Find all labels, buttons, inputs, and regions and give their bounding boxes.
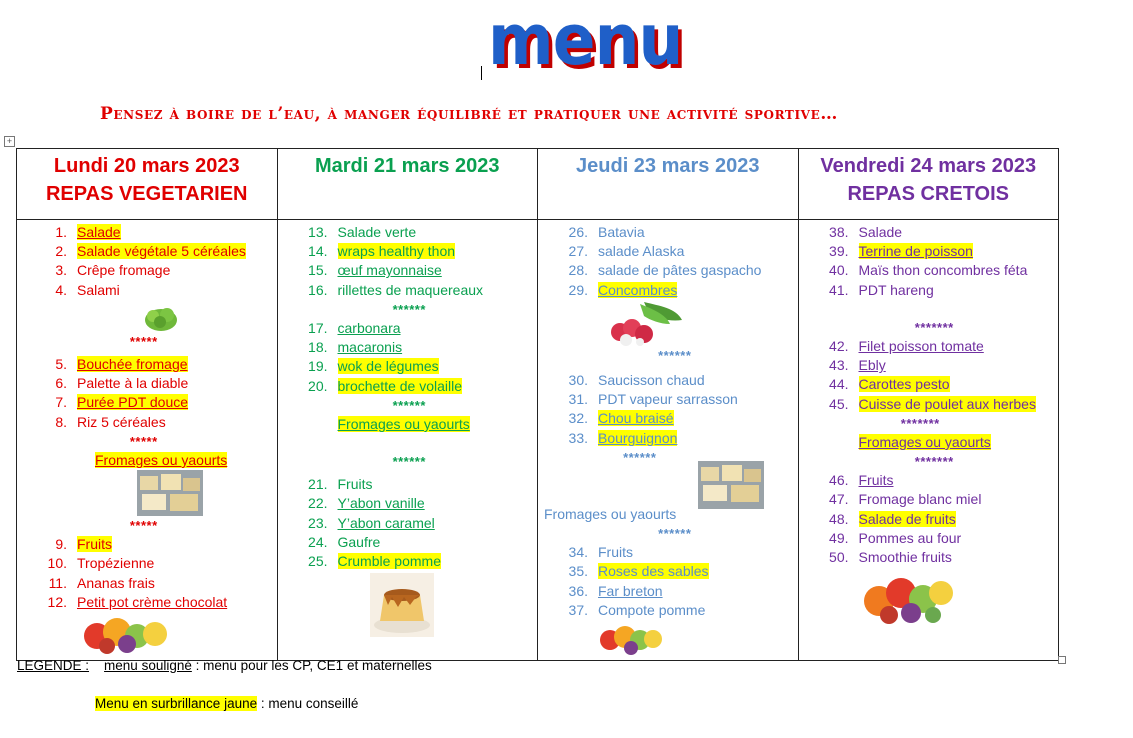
cheese-option: Fromages ou yaourts	[337, 415, 470, 432]
item-number: 3.	[55, 262, 67, 279]
menu-item	[562, 429, 798, 448]
item-number: 33.	[568, 429, 588, 446]
menu-item	[562, 223, 798, 242]
item-number: 22.	[308, 495, 328, 512]
item-number: 48.	[829, 510, 849, 527]
day-header-friday	[798, 149, 1059, 220]
item-number: 44.	[829, 376, 849, 393]
slogan: Pensez à boire de l’eau, à manger équilibré et pratiquer une activité sportive…	[100, 104, 838, 124]
item-label: Pommes au four	[858, 529, 962, 546]
menu-item	[302, 261, 538, 280]
menu-item	[823, 529, 1059, 548]
menu-item	[823, 490, 1059, 509]
item-label: Palette à la diable	[77, 375, 189, 392]
item-number: 10.	[47, 555, 67, 572]
menu-item	[41, 374, 277, 393]
cheese-option: Fromages ou yaourts	[95, 451, 228, 468]
separator: ******	[392, 397, 426, 413]
item-number: 47.	[829, 491, 849, 508]
item-number: 29.	[568, 281, 588, 298]
separator: ******	[623, 449, 657, 465]
item-label: Concombres	[598, 281, 678, 298]
item-label: Petit pot crème chocolat	[77, 593, 228, 610]
item-number: 49.	[829, 529, 849, 546]
item-number: 14.	[308, 243, 328, 260]
item-label: Purée PDT douce	[77, 394, 189, 411]
item-label: Maïs thon concombres féta	[858, 262, 1028, 279]
item-label: Bourguignon	[598, 429, 678, 446]
item-label: Roses des sables	[598, 563, 709, 580]
item-label: Fruits	[858, 472, 894, 489]
item-label: Bouchée fromage	[77, 355, 188, 372]
menu-item	[41, 593, 277, 612]
item-label: salade Alaska	[598, 243, 685, 260]
menu-item	[562, 390, 798, 409]
item-label: Crumble pomme	[337, 553, 441, 569]
item-number: 15.	[308, 262, 328, 279]
item-number: 25.	[308, 553, 328, 569]
item-label: rillettes de maquereaux	[337, 281, 484, 298]
item-label: PDT vapeur sarrasson	[598, 391, 738, 408]
item-label: Carottes pesto	[858, 376, 950, 393]
item-label: macaronis	[337, 339, 403, 356]
day-label: Jeudi 23 mars 2023	[576, 155, 760, 177]
menu-item	[562, 409, 798, 428]
menu-item	[823, 510, 1059, 529]
menu-item	[562, 281, 798, 300]
cheese-option: Fromages ou yaourts	[858, 433, 991, 450]
day-header-tuesday	[277, 149, 538, 220]
fruit-basket-image	[861, 571, 957, 625]
item-number: 23.	[308, 514, 328, 531]
item-number: 37.	[568, 601, 588, 618]
item-label: Ananas frais	[77, 574, 155, 591]
item-label: wraps healthy thon	[337, 243, 456, 260]
menu-item	[41, 242, 277, 261]
item-number: 18.	[308, 339, 328, 356]
day-subtitle: REPAS CRETOIS	[847, 183, 1009, 205]
menu-item	[302, 357, 538, 376]
item-label: wok de légumes	[337, 358, 439, 375]
separator: *****	[129, 333, 158, 349]
menu-item	[302, 281, 538, 300]
item-label: Fruits	[337, 476, 373, 493]
item-number: 9.	[55, 536, 67, 553]
legend-underline-sample: menu souligné	[104, 658, 192, 673]
item-label: Filet poisson tomate	[858, 337, 984, 354]
item-number: 12.	[47, 593, 67, 610]
item-label: Fruits	[77, 536, 112, 553]
menu-item	[562, 601, 798, 620]
menu-item	[823, 395, 1059, 414]
separator: ******	[658, 526, 692, 542]
menu-col-friday	[798, 220, 1059, 661]
item-number: 34.	[568, 544, 588, 561]
item-label: Ebly	[858, 357, 886, 374]
menu-item	[823, 261, 1059, 280]
menu-item	[41, 535, 277, 554]
menu-item	[562, 261, 798, 280]
menu-table	[16, 148, 1059, 661]
item-number: 20.	[308, 377, 328, 394]
legend-highlight-sample: Menu en surbrillance jaune	[95, 696, 258, 711]
day-label: Mardi 21 mars 2023	[314, 155, 500, 177]
menu-item	[823, 281, 1059, 300]
item-label: Smoothie fruits	[858, 549, 952, 565]
legend-line-1	[17, 658, 432, 673]
separator: *****	[129, 433, 158, 449]
item-number: 42.	[829, 337, 849, 354]
item-number: 38.	[829, 224, 849, 240]
day-header-monday	[17, 149, 278, 220]
menu-item	[823, 356, 1059, 375]
day-label: Lundi 20 mars 2023	[53, 155, 240, 177]
item-number: 41.	[829, 281, 849, 298]
item-number: 46.	[829, 472, 849, 489]
item-number: 16.	[308, 281, 328, 298]
item-label: Salade végétale 5 céréales	[77, 243, 246, 260]
item-number: 6.	[55, 375, 67, 392]
item-number: 27.	[568, 243, 588, 260]
cheese-image	[137, 470, 203, 516]
item-number: 43.	[829, 357, 849, 374]
menu-item	[562, 371, 798, 390]
item-number: 13.	[308, 224, 328, 240]
legend-highlight-desc: : menu conseillé	[257, 696, 359, 711]
menu-item	[823, 242, 1059, 261]
menu-col-thursday	[538, 220, 799, 661]
item-label: Riz 5 céréales	[77, 413, 166, 430]
menu-item	[562, 582, 798, 601]
item-number: 17.	[308, 319, 328, 336]
item-label: Fruits	[598, 544, 633, 561]
item-number: 21.	[308, 476, 328, 493]
cheese-image	[698, 461, 764, 509]
item-label: brochette de volaille	[337, 377, 463, 394]
table-resize-handle[interactable]	[1058, 656, 1066, 664]
menu-item	[302, 494, 538, 513]
menu-item	[302, 533, 538, 552]
separator: ******	[392, 454, 426, 470]
day-header-thursday	[538, 149, 799, 220]
separator: ******	[658, 347, 692, 363]
item-label: œuf mayonnaise	[337, 262, 442, 279]
menu-item	[562, 543, 798, 562]
legend-underline-desc: : menu pour les CP, CE1 et maternelles	[191, 658, 432, 673]
menu-item	[823, 471, 1059, 490]
item-number: 2.	[55, 243, 67, 260]
legend-line-2	[95, 696, 358, 711]
item-number: 26.	[568, 224, 588, 240]
menu-item	[562, 242, 798, 261]
item-label: Saucisson chaud	[598, 371, 705, 388]
item-label: Compote pomme	[598, 601, 706, 618]
item-number: 24.	[308, 533, 328, 550]
item-number: 36.	[568, 582, 588, 599]
separator: *******	[914, 454, 954, 470]
item-label: carbonara	[337, 319, 401, 336]
menu-item	[302, 223, 538, 242]
salad-image	[143, 304, 179, 332]
menu-item	[41, 355, 277, 374]
menu-item	[823, 223, 1059, 242]
item-number: 40.	[829, 262, 849, 279]
item-number: 39.	[829, 243, 849, 260]
menu-col-monday	[17, 220, 278, 661]
header-row	[17, 149, 1059, 220]
item-label: Y’abon vanille	[337, 495, 425, 512]
item-label: Salade	[77, 224, 121, 240]
item-number: 11.	[48, 574, 67, 591]
menu-item	[41, 554, 277, 573]
item-label: Salade	[858, 224, 903, 240]
menu-item	[823, 337, 1059, 356]
item-number: 50.	[829, 549, 849, 565]
menu-item	[302, 242, 538, 261]
item-label: Batavia	[598, 224, 645, 240]
separator: *******	[900, 415, 940, 431]
item-number: 5.	[55, 355, 67, 372]
menu-item	[302, 514, 538, 533]
item-label: salade de pâtes gaspacho	[598, 262, 762, 279]
legend-label: LEGENDE :	[17, 658, 90, 673]
menu-item	[302, 475, 538, 494]
fruit-basket-image	[598, 622, 662, 656]
menu-item	[41, 413, 277, 432]
radish-image	[610, 302, 682, 346]
item-label: Cuisse de poulet aux herbes	[858, 395, 1036, 412]
item-label: Gaufre	[337, 533, 381, 550]
menu-item	[41, 574, 277, 593]
menu-title: menu	[488, 0, 683, 81]
menu-item	[302, 552, 538, 571]
menu-col-tuesday	[277, 220, 538, 661]
item-number: 7.	[55, 394, 67, 411]
item-number: 30.	[568, 371, 588, 388]
item-label: Far breton	[598, 582, 663, 599]
item-number: 19.	[308, 358, 328, 375]
menu-item	[41, 393, 277, 412]
item-number: 35.	[568, 563, 588, 580]
item-label: Fromage blanc miel	[858, 491, 982, 508]
item-number: 45.	[829, 395, 849, 412]
menu-item	[302, 319, 538, 338]
item-number: 4.	[55, 281, 67, 298]
item-number: 1.	[55, 224, 67, 240]
menu-item	[41, 223, 277, 242]
item-number: 31.	[568, 391, 588, 408]
menu-item	[823, 375, 1059, 394]
menu-item	[562, 562, 798, 581]
menu-item	[41, 261, 277, 280]
item-number: 32.	[568, 410, 588, 427]
day-subtitle: REPAS VEGETARIEN	[45, 183, 248, 205]
item-label: Salami	[77, 281, 120, 298]
item-label: Salade de fruits	[858, 510, 956, 527]
separator: *******	[914, 319, 954, 335]
fruit-basket-image	[79, 614, 175, 654]
table-move-handle-icon[interactable]: +	[4, 136, 15, 147]
item-label: Chou braisé	[598, 410, 674, 427]
cheese-option: Fromages ou yaourts	[544, 505, 677, 522]
flan-image	[370, 573, 434, 637]
item-label: Salade verte	[337, 224, 417, 240]
menu-item	[41, 281, 277, 300]
item-label: PDT hareng	[858, 281, 934, 298]
item-number: 8.	[55, 413, 67, 430]
item-label: Crêpe fromage	[77, 262, 171, 279]
text-cursor	[481, 66, 482, 80]
body-row	[17, 220, 1059, 661]
separator: ******	[392, 301, 426, 317]
item-number: 28.	[568, 262, 588, 279]
menu-item	[302, 377, 538, 396]
menu-item	[302, 338, 538, 357]
separator: *****	[129, 518, 158, 534]
item-label: Y’abon caramel	[337, 514, 435, 531]
item-label: Terrine de poisson	[858, 243, 973, 260]
menu-item	[823, 548, 1059, 567]
day-label: Vendredi 24 mars 2023	[820, 155, 1037, 177]
item-label: Tropézienne	[77, 555, 155, 572]
